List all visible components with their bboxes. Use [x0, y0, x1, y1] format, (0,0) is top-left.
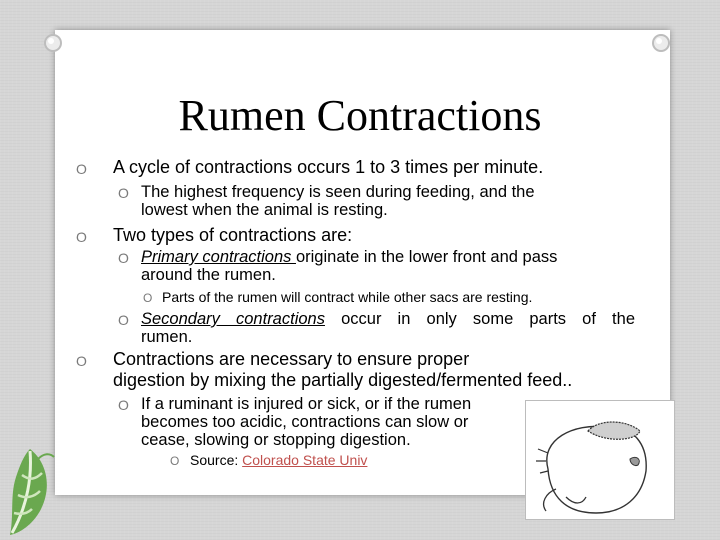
bullet-2-1-1-text: Parts of the rumen will contract while other sacs are resting. [162, 289, 533, 305]
bullet-1-text: A cycle of contractions occurs 1 to 3 times per minute. [113, 157, 544, 177]
bullet-2-1-line2: around the rumen. [141, 266, 276, 284]
bullet-marker: O [118, 250, 129, 266]
bullet-3-1-line2: becomes too acidic, contractions can slow or [141, 413, 469, 431]
bullet-2-1-line1 [141, 248, 557, 266]
bullet-3-1-line1: If a ruminant is injured or sick, or if the rumen [141, 395, 472, 413]
bullet-marker: O [170, 454, 180, 468]
source-label: Source: [190, 452, 243, 468]
primary-contractions-term: Primary contractions [141, 248, 296, 266]
bullet-marker: O [118, 312, 129, 328]
bullet-1-1-line1: The highest frequency is seen during feeding, and the [141, 183, 535, 201]
pushpin-icon [650, 32, 672, 54]
bullet-marker: O [118, 397, 129, 413]
bullet-3-line1: Contractions are necessary to ensure proper [113, 349, 470, 369]
bullet-1-1-line2: lowest when the animal is resting. [141, 201, 388, 219]
slide-title: Rumen Contractions [178, 91, 542, 140]
primary-contractions-desc: originate in the lower front and pass [295, 248, 558, 266]
rumen-illustration [525, 400, 675, 520]
bullet-marker: O [76, 161, 87, 177]
bullet-3-line2: digestion by mixing the partially digested/fermented feed.. [113, 370, 573, 390]
rumen-sketch-icon [526, 401, 674, 519]
pushpin-icon [42, 32, 64, 54]
bullet-marker: O [76, 353, 87, 369]
bullet-2-text: Two types of contractions are: [113, 225, 353, 245]
bullet-marker: O [118, 185, 129, 201]
bullet-marker: O [143, 291, 153, 305]
bullet-3-1-line3: cease, slowing or stopping digestion. [141, 431, 411, 449]
bullet-2-2-line1 [141, 310, 635, 328]
source-line [190, 452, 367, 469]
leaf-decoration-icon [2, 445, 58, 537]
secondary-contractions-term: Secondary contractions [141, 310, 325, 328]
source-link[interactable]: Colorado State Univ [242, 452, 368, 468]
secondary-contractions-desc: occur in only some parts of the [324, 310, 635, 328]
bullet-2-2-line2: rumen. [141, 328, 193, 346]
bullet-marker: O [76, 229, 87, 245]
